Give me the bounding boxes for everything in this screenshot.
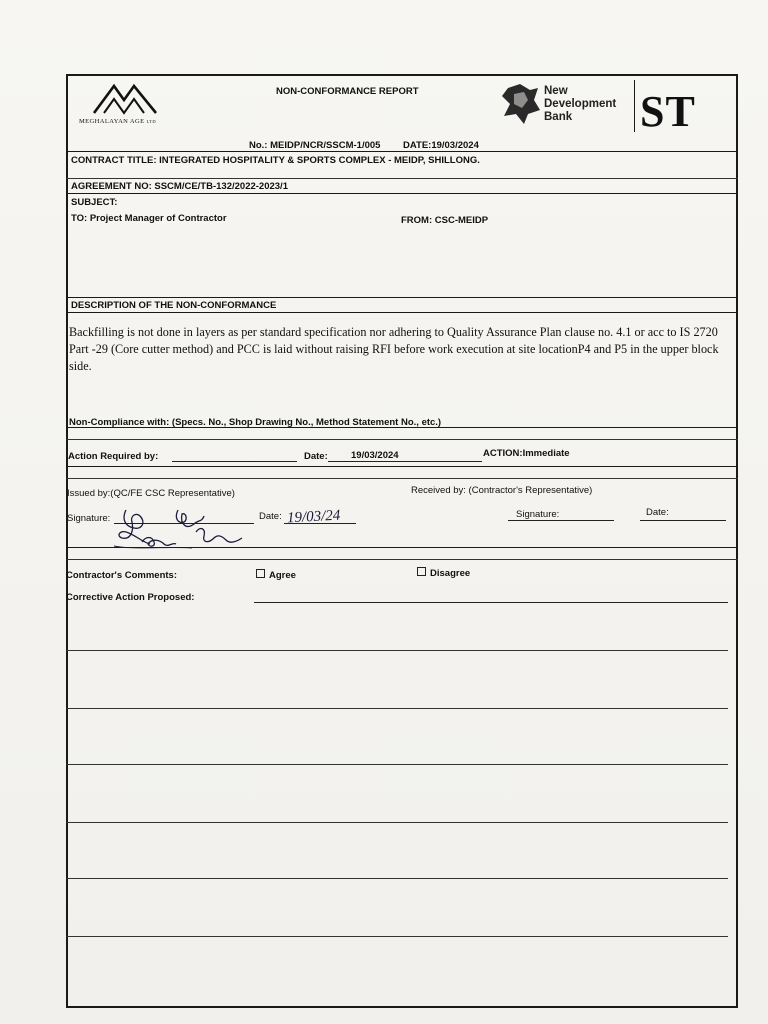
contract-title: CONTRACT TITLE: INTEGRATED HOSPITALITY & SPORTS COMPLEX - MEIDP, SHILLONG. bbox=[71, 155, 480, 166]
issuer-date-label: Date: bbox=[259, 511, 282, 522]
comment-rule bbox=[66, 936, 728, 937]
disagree-checkbox[interactable] bbox=[417, 567, 426, 576]
from-field: FROM: CSC-MEIDP bbox=[401, 215, 489, 226]
non-compliance-label: Non-Compliance with: (Specs. No., Shop Drawing No., Method Statement No., etc.) bbox=[69, 417, 442, 428]
action-type: ACTION:Immediate bbox=[483, 448, 570, 459]
ndb-name: New Development Bank bbox=[544, 85, 617, 123]
comment-rule bbox=[66, 764, 728, 765]
comment-rule bbox=[66, 650, 728, 651]
ref-number: No.: MEIDP/NCR/SSCM-1/005 bbox=[249, 140, 381, 151]
subject-label: SUBJECT: bbox=[71, 197, 118, 208]
comment-rule bbox=[66, 708, 728, 709]
ref-date: DATE:19/03/2024 bbox=[403, 140, 479, 151]
corrective-action-line[interactable] bbox=[254, 602, 728, 603]
received-by-label: Received by: (Contractor's Representative) bbox=[411, 485, 593, 496]
issuer-signature-label: Signature: bbox=[67, 513, 111, 524]
agree-checkbox[interactable] bbox=[256, 569, 265, 578]
receiver-date-line[interactable] bbox=[640, 520, 726, 521]
ndb-globe-icon bbox=[500, 80, 542, 126]
description-text: Backfilling is not done in layers as per standard specification nor adhering to Quality Assurance Plan clause no. 4.1 or acc to IS 2720 Part -29 (Core cutter method) and PCC is laid without raising RFI before work execution at site locationP4 and P5 in the upper block side. bbox=[69, 325, 719, 373]
contractor-comments-label: Contractor's Comments: bbox=[66, 570, 177, 581]
receiver-signature-line[interactable] bbox=[508, 520, 614, 521]
agree-option[interactable]: Agree bbox=[256, 569, 296, 581]
action-date-value: 19/03/2024 bbox=[351, 450, 399, 461]
meghalayan-age-logo-icon bbox=[92, 80, 160, 116]
agreement-no: AGREEMENT NO: SSCM/CE/TB-132/2022-2023/1 bbox=[71, 181, 288, 192]
stamp-logo: ST bbox=[640, 90, 696, 134]
issued-by-label: Issued by:(QC/FE CSC Representative) bbox=[67, 488, 235, 499]
issuer-date-handwritten: 19/03/24 bbox=[286, 507, 341, 527]
to-field: TO: Project Manager of Contractor bbox=[71, 213, 227, 224]
action-date-label: Date: bbox=[304, 451, 328, 462]
action-required-label: Action Required by: bbox=[68, 451, 159, 462]
comment-rule bbox=[66, 822, 728, 823]
org-name: MEGHALAYAN AGE LTD bbox=[79, 118, 157, 125]
receiver-signature-label: Signature: bbox=[516, 509, 560, 520]
comment-rule bbox=[66, 878, 728, 879]
receiver-date-label: Date: bbox=[646, 507, 669, 518]
action-required-line[interactable] bbox=[172, 461, 297, 462]
disagree-option[interactable]: Disagree bbox=[417, 567, 470, 579]
description-heading: DESCRIPTION OF THE NON-CONFORMANCE bbox=[71, 300, 277, 311]
corrective-action-label: Corrective Action Proposed: bbox=[66, 592, 195, 603]
report-title: NON-CONFORMANCE REPORT bbox=[276, 86, 419, 97]
